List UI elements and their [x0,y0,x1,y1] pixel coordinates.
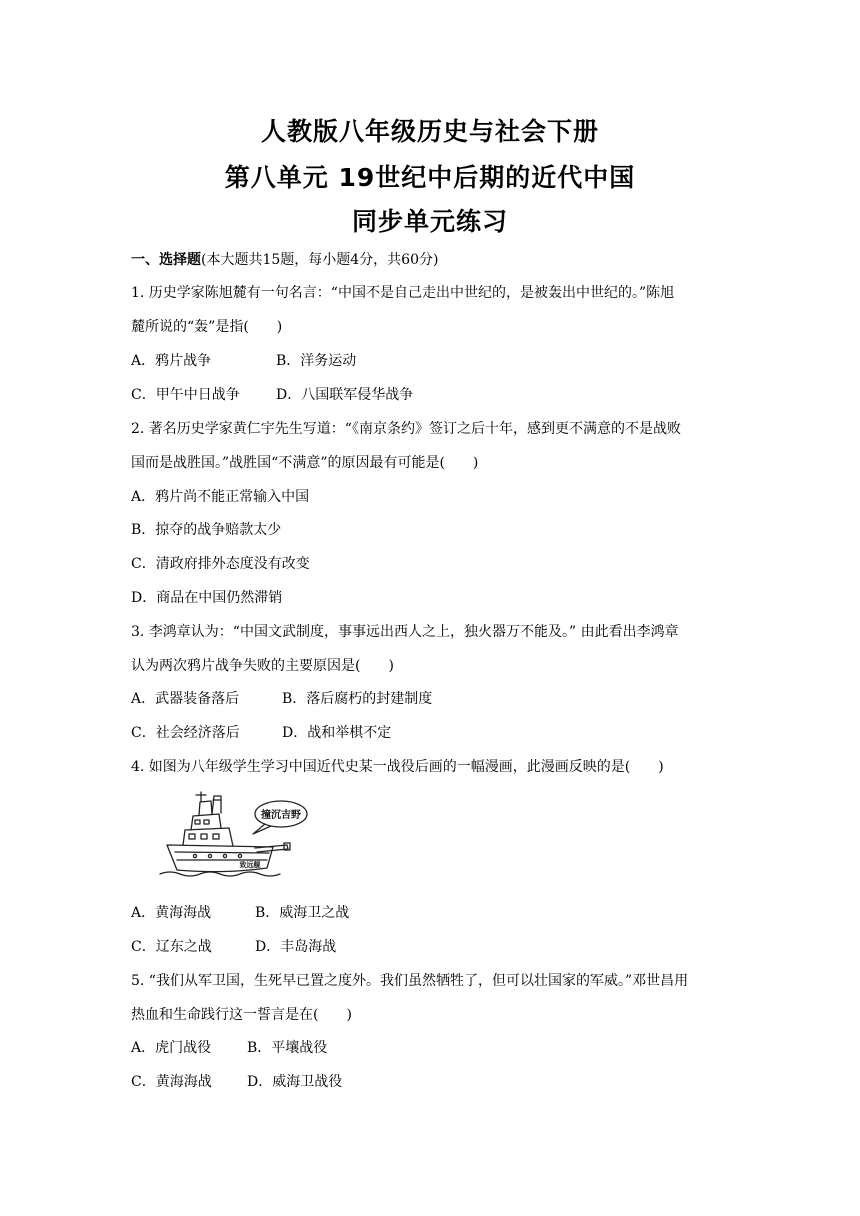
page-title-line-2: 第八单元 19世纪中后期的近代中国 [224,163,636,192]
question-5-options-row-1 [131,1037,327,1057]
question-3-stem-line-2: 认为两次鸦片战争失败的主要原因是( ) [131,658,394,674]
question-1-option-d[interactable]: D．八国联军侵华战争 [276,387,414,403]
question-2-option-c[interactable]: C．清政府排外态度没有改变 [131,556,310,572]
question-5-option-c[interactable]: C．黄海海战 [131,1074,212,1090]
question-2-option-b[interactable]: B．掠夺的战争赔款太少 [131,522,282,538]
question-4-option-d[interactable]: D．丰岛海战 [255,939,337,955]
warship-cartoon-image [155,790,310,880]
question-1-options-row-2 [131,384,413,404]
question-2-option-d[interactable]: D．商品在中国仍然滞销 [131,590,283,606]
question-3-option-d[interactable]: D．战和举棋不定 [282,725,392,741]
question-5-options-row-2 [131,1071,342,1091]
question-3-options-row-1 [131,688,432,708]
question-1-stem-line-2: 麓所说的“轰”是指( ) [131,319,283,335]
section-heading [131,249,438,269]
question-2-stem-line-2: 国而是战胜国。”战胜国“不满意”的原因最有可能是( ) [131,455,479,471]
section-heading-label: 一、选择题 [131,252,201,268]
question-5-option-b[interactable]: B．平壤战役 [247,1040,328,1056]
page-title-line-3: 同步单元练习 [351,207,508,236]
question-3-option-c[interactable]: C．社会经济落后 [131,725,240,741]
page-title-line-1: 人教版八年级历史与社会下册 [260,117,599,146]
question-3-option-b[interactable]: B．落后腐朽的封建制度 [282,691,433,707]
speech-bubble-text: 撞沉吉野 [261,810,301,821]
question-2-stem-line-1: 2. 著名历史学家黄仁宇先生写道：“《南京条约》签订之后十年，感到更不满意的不是战败 [131,421,681,437]
section-heading-note: (本大题共15题，每小题4分，共60分) [201,252,439,268]
question-1-option-b[interactable]: B．洋务运动 [276,353,357,369]
question-5-option-d[interactable]: D．威海卫战役 [247,1074,343,1090]
question-4-options-row-1 [131,902,349,922]
question-4-option-c[interactable]: C．辽东之战 [131,939,212,955]
question-3-options-row-2 [131,722,391,742]
question-4-stem-line-1: 4. 如图为八年级学生学习中国近代史某一战役后画的一幅漫画，此漫画反映的是( ) [131,759,664,775]
question-5-stem-line-2: 热血和生命践行这一誓言是在( ) [131,1007,352,1023]
question-5-option-a[interactable]: A．虎门战役 [131,1040,212,1056]
question-1-options-row-1 [131,350,356,370]
question-5-stem-line-1: 5. “我们从军卫国，生死早已置之度外。我们虽然牺牲了，但可以壮国家的军威。”邓世昌用 [131,973,689,989]
question-4-option-a[interactable]: A．黄海海战 [131,905,212,921]
question-3-option-a[interactable]: A．武器装备落后 [131,691,240,707]
question-1-stem-line-1: 1. 历史学家陈旭麓有一句名言：“中国不是自己走出中世纪的，是被轰出中世纪的。”陈旭 [131,285,675,301]
question-1-option-c[interactable]: C．甲午中日战争 [131,387,240,403]
question-3-stem-line-1: 3. 李鸿章认为：“中国文武制度，事事远出西人之上，独火器万不能及。” 由此看出李鸿章 [131,624,679,640]
question-4-options-row-2 [131,936,336,956]
question-1-option-a[interactable]: A．鸦片战争 [131,353,212,369]
question-4-option-b[interactable]: B．威海卫之战 [255,905,350,921]
question-2-option-a[interactable]: A．鸦片尚不能正常输入中国 [131,489,310,505]
ship-name-text: 致远舰 [239,861,261,869]
